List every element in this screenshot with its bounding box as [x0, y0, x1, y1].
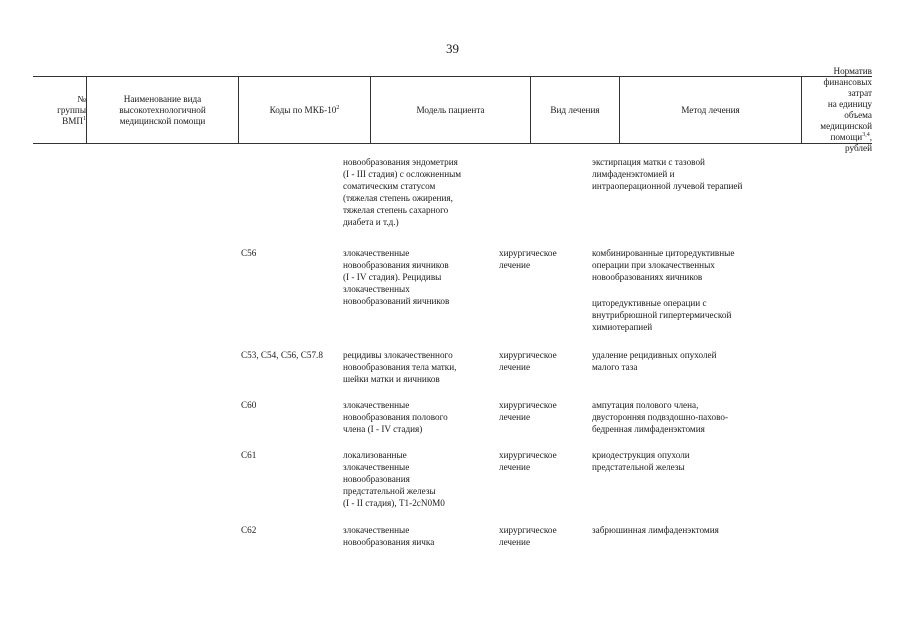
table-row-5-treatment: хирургическое лечение — [499, 525, 557, 547]
table-row-1-model: злокачественные новообразования яичников (I - IV стадия). Рецидивы злокачественных новообразований яичников — [343, 248, 450, 306]
header-group-number — [33, 77, 87, 143]
header-group-number-sup: 1 — [83, 115, 86, 122]
table-row-5-model: злокачественные новообразования яичка — [343, 525, 435, 547]
table-row-4-code: С61 — [241, 450, 257, 460]
table-row-2-method: удаление рецидивных опухолей малого таза — [592, 350, 717, 372]
header-icd-codes-text: Коды по МКБ-10 — [269, 104, 337, 115]
table-row-0-model: новообразования эндометрия (I - III стадия) с осложненным соматическим статусом (тяжелая степень ожирения, тяжелая степень сахарного диабета и т.д.) — [343, 157, 462, 227]
table-row-2-treatment: хирургическое лечение — [499, 350, 557, 372]
table-row-3-method: ампутация полового члена, двусторонняя подвздошно-пахово- бедренная лимфаденэктомия — [592, 400, 729, 434]
header-treatment-method-text: Метод лечения — [681, 104, 740, 115]
header-cost-norm — [802, 66, 872, 153]
table-header — [33, 66, 872, 153]
header-cost-norm-sup: 3,4 — [862, 131, 870, 138]
table-row-0-method: экстирпация матки с тазовой лимфаденэктомией и интраоперационной лучевой терапией — [592, 157, 743, 191]
table-row-1-code: С56 — [241, 248, 257, 258]
table-row-5-method: забрюшинная лимфаденэктомия — [592, 525, 719, 535]
header-treatment-type-text: Вид лечения — [550, 104, 600, 115]
table-row-4-treatment: хирургическое лечение — [499, 450, 557, 472]
table-row-3-model: злокачественные новообразования полового члена (I - IV стадия) — [343, 400, 448, 434]
table-row-2-code: С53, С54, С56, С57.8 — [241, 350, 323, 360]
table-row-1-method-2: циторедуктивные операции с внутрибрюшной гипертермической химиотерапией — [592, 298, 732, 332]
table-row-1-treatment: хирургическое лечение — [499, 248, 557, 270]
header-treatment-method — [620, 77, 802, 143]
table-row-1-method: комбинированные циторедуктивные операции при злокачественных новообразованиях яичников — [592, 248, 735, 282]
header-treatment-type — [531, 77, 620, 143]
header-cost-norm-suffix: , рублей — [845, 132, 872, 153]
table-row-5-code: С62 — [241, 525, 257, 535]
header-icd-codes — [239, 77, 371, 143]
header-care-type — [87, 77, 239, 143]
header-patient-model — [371, 77, 531, 143]
table-row-3-code: С60 — [241, 400, 257, 410]
table-row-4-method: криодеструкция опухоли предстательной железы — [592, 450, 690, 472]
page-number: 39 — [446, 41, 459, 56]
header-patient-model-text: Модель пациента — [416, 104, 485, 115]
header-group-number-text: № группы ВМП — [57, 93, 86, 126]
table-row-2-model: рецидивы злокачественного новообразования тела матки, шейки матки и яичников — [343, 350, 457, 384]
table-row-3-treatment: хирургическое лечение — [499, 400, 557, 422]
header-cost-norm-text: Норматив финансовых затрат на единицу объема медицинской помощи — [820, 66, 872, 142]
table-row-4-model: локализованные злокачественные новообразования предстательной железы (I - II стадия), T1-2cN0M0 — [343, 450, 445, 508]
header-icd-codes-sup: 2 — [336, 104, 340, 111]
header-care-type-text: Наименование вида высокотехнологичной медицинской помощи — [119, 93, 206, 126]
